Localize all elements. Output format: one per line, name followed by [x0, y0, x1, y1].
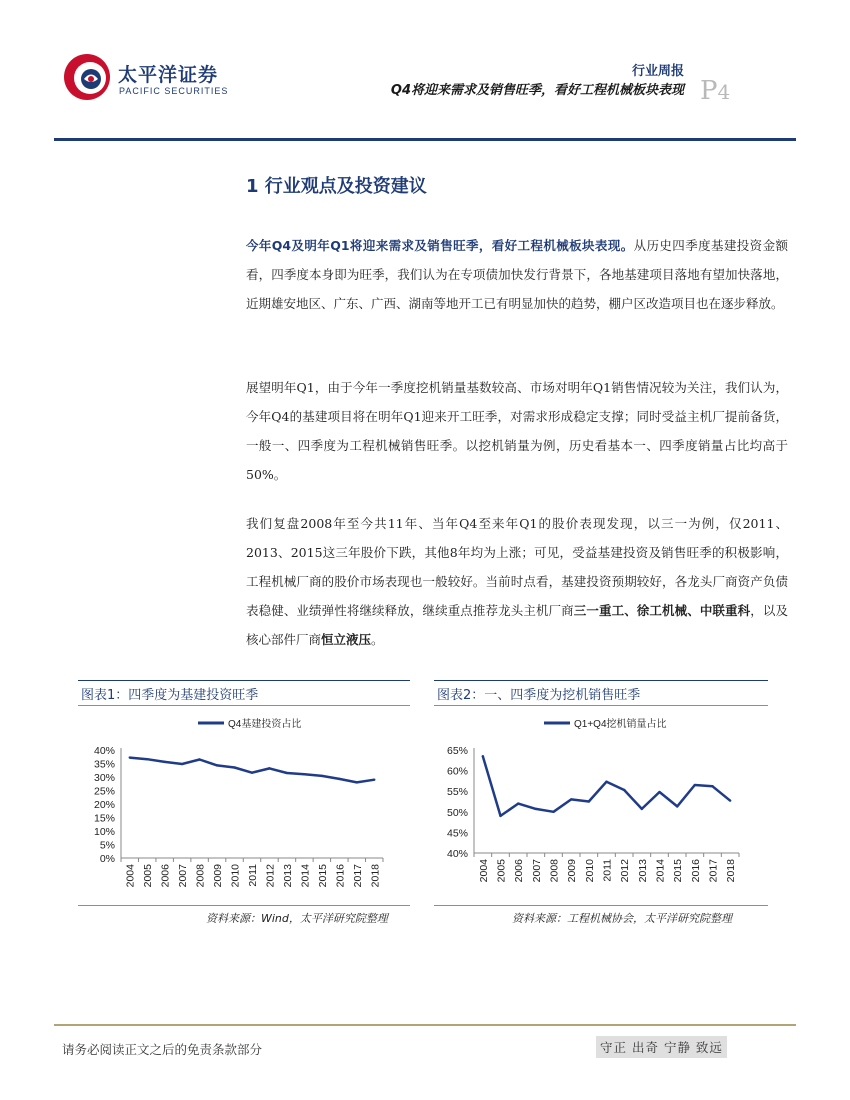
- data-point: [711, 785, 713, 787]
- y-tick-label: 60%: [446, 765, 468, 778]
- figure-2-title: 图表2：一、四季度为挖机销售旺季: [437, 688, 641, 703]
- x-tick-label: 2008: [194, 864, 207, 888]
- x-tick-label: 2006: [159, 864, 172, 888]
- y-tick-label: 55%: [446, 786, 468, 799]
- figure-2-bottom-rule: [434, 905, 768, 906]
- figure-2-top-rule: [434, 680, 768, 681]
- data-point: [517, 802, 519, 804]
- data-point: [198, 758, 200, 760]
- data-point: [658, 791, 660, 793]
- data-point: [641, 808, 643, 810]
- y-tick-label: 40%: [446, 848, 468, 860]
- paragraph-3-end: 。: [371, 632, 384, 647]
- data-point: [694, 784, 696, 786]
- figure-1-chart: [78, 708, 410, 900]
- data-point: [535, 808, 537, 810]
- paragraph-3-mid: ，以及核心部件厂商: [246, 603, 788, 647]
- x-tick-label: 2014: [299, 864, 312, 888]
- header-divider: [54, 138, 796, 141]
- data-point: [251, 771, 253, 773]
- legend-label: Q4基建投资占比: [228, 719, 302, 730]
- y-tick-label: 15%: [93, 812, 115, 825]
- data-point: [676, 805, 678, 807]
- x-tick-label: 2004: [124, 864, 137, 888]
- data-point: [233, 766, 235, 768]
- paragraph-3-company-hengli: 恒立液压: [321, 632, 372, 647]
- y-tick-label: 25%: [93, 785, 115, 798]
- figure-2-title-rule: [434, 705, 768, 706]
- x-tick-label: 2010: [583, 859, 596, 883]
- data-point: [605, 781, 607, 783]
- x-tick-label: 2012: [264, 864, 277, 888]
- paragraph-3: [246, 509, 788, 654]
- data-point: [181, 763, 183, 765]
- data-point: [373, 779, 375, 781]
- figure-2-source: 资料来源：工程机械协会，太平洋研究院整理: [512, 912, 732, 925]
- x-tick-label: 2013: [281, 864, 294, 888]
- data-point: [588, 800, 590, 802]
- x-tick-label: 2009: [566, 859, 579, 883]
- series-line: [483, 756, 730, 816]
- figure-1-source: 资料来源：Wind，太平洋研究院整理: [206, 912, 388, 925]
- data-point: [163, 761, 165, 763]
- x-tick-label: 2005: [495, 859, 508, 883]
- logo-icon: [62, 52, 112, 102]
- x-tick-label: 2007: [177, 864, 190, 888]
- data-point: [482, 755, 484, 757]
- y-tick-label: 50%: [446, 806, 468, 819]
- data-point: [338, 778, 340, 780]
- y-tick-label: 5%: [99, 839, 115, 852]
- data-point: [146, 758, 148, 760]
- figure-1-top-rule: [78, 680, 410, 681]
- figure-1-bottom-rule: [78, 905, 410, 906]
- x-tick-label: 2008: [548, 859, 561, 883]
- x-tick-label: 2017: [351, 864, 364, 888]
- y-tick-label: 40%: [93, 745, 115, 757]
- data-point: [129, 756, 131, 758]
- series-line: [130, 758, 375, 783]
- figure-2-chart: [434, 708, 768, 900]
- footer-motto: 守正 出奇 宁静 致远: [596, 1036, 727, 1058]
- paragraph-3-text: 我们复盘2008年至今共11年、当年Q4至来年Q1的股价表现发现，以三一为例，仅2011、2013、2015这三年股价下跌，其他8年均为上涨；可见，受益基建投资及销售旺季的积极影响，工程机械厂商的股价市场表现也一般较好。当前时点看，基建投资预期较好，各龙头厂商资产负债表稳健、业绩弹性将继续释放，继续重点推荐龙头主机厂商: [246, 516, 788, 618]
- report-title: Q4将迎来需求及销售旺季，看好工程机械板块表现: [390, 83, 684, 98]
- data-point: [216, 764, 218, 766]
- data-point: [552, 811, 554, 813]
- y-tick-label: 10%: [93, 826, 115, 838]
- y-tick-label: 45%: [446, 827, 468, 840]
- x-tick-label: 2012: [619, 859, 632, 883]
- page-digit: 4: [717, 80, 731, 104]
- x-tick-label: 2009: [212, 864, 225, 888]
- y-tick-label: 20%: [93, 799, 115, 811]
- paragraph-1-body: 从历史四季度基建投资金额看，四季度本身即为旺季，我们认为在专项债加快发行背景下，各地基建项目落地有望加快落地，近期雄安地区、广东、广西、湖南等地开工已有明显加快的趋势，棚户区改造项目也在逐步释放。: [246, 238, 788, 311]
- x-tick-label: 2014: [654, 859, 667, 883]
- data-point: [623, 789, 625, 791]
- figure-1-title: 图表1：四季度为基建投资旺季: [81, 688, 259, 703]
- report-type: 行业周报: [631, 64, 684, 79]
- data-point: [321, 775, 323, 777]
- page-number: [700, 76, 730, 106]
- logo-text-en: PACIFIC SECURITIES: [119, 86, 229, 96]
- page-letter: P: [700, 76, 718, 106]
- data-point: [303, 773, 305, 775]
- data-point: [268, 767, 270, 769]
- footer-divider: [54, 1024, 796, 1026]
- data-point: [499, 815, 501, 817]
- x-tick-label: 2006: [513, 859, 526, 883]
- data-point: [286, 772, 288, 774]
- x-tick-label: 2011: [601, 859, 614, 882]
- legend-label: Q1+Q4挖机销量占比: [574, 719, 667, 730]
- figure-1-title-rule: [78, 705, 410, 706]
- y-tick-label: 30%: [93, 772, 115, 784]
- x-tick-label: 2016: [689, 859, 702, 883]
- x-tick-label: 2004: [477, 859, 490, 883]
- paragraph-1: [246, 231, 788, 318]
- x-tick-label: 2015: [672, 859, 685, 883]
- data-point: [356, 781, 358, 783]
- x-tick-label: 2010: [229, 864, 242, 888]
- x-tick-label: 2018: [369, 864, 382, 888]
- x-tick-label: 2005: [142, 864, 155, 888]
- data-point: [729, 799, 731, 801]
- footer-disclaimer: 请务必阅读正文之后的免责条款部分: [62, 1042, 263, 1057]
- logo-text-cn: 太平洋证券: [118, 64, 219, 86]
- y-tick-label: 35%: [93, 758, 115, 771]
- x-tick-label: 2013: [636, 859, 649, 883]
- x-tick-label: 2017: [707, 859, 720, 883]
- y-tick-label: 65%: [446, 745, 468, 757]
- section-title: 1 行业观点及投资建议: [246, 176, 427, 197]
- x-tick-label: 2007: [530, 859, 543, 883]
- x-tick-label: 2011: [247, 864, 259, 887]
- paragraph-2: 展望明年Q1，由于今年一季度挖机销量基数较高、市场对明年Q1销售情况较为关注，我们认为，今年Q4的基建项目将在明年Q1迎来开工旺季，对需求形成稳定支撑；同时受益主机厂提前备货，一般一、四季度为工程机械销售旺季。以挖机销量为例，历史看基本一、四季度销量占比均高于50%。: [246, 380, 788, 482]
- data-point: [570, 798, 572, 800]
- paragraph-1-lead: 今年Q4及明年Q1将迎来需求及销售旺季，看好工程机械板块表现。: [246, 238, 634, 253]
- y-tick-label: 0%: [99, 853, 115, 865]
- x-tick-label: 2016: [334, 864, 347, 888]
- x-tick-label: 2015: [316, 864, 329, 888]
- x-tick-label: 2018: [725, 859, 738, 883]
- paragraph-3-companies: 三一重工、徐工机械、中联重科: [573, 603, 751, 618]
